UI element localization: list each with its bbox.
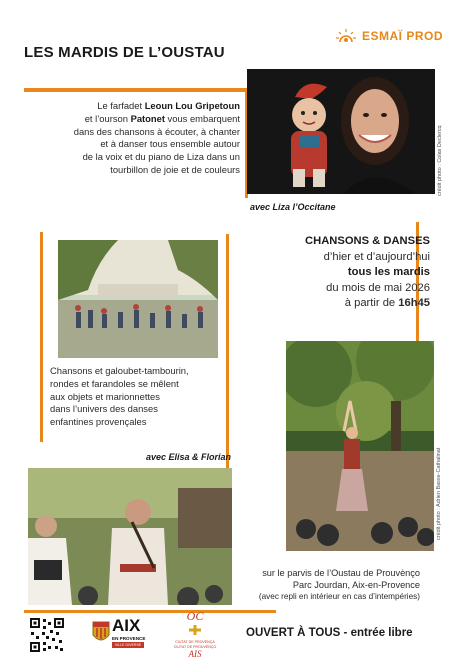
brand-name: ESMAÏ PROD: [362, 29, 444, 43]
venue-info: [232, 567, 420, 603]
dance-text: enfantines provençales: [50, 416, 147, 428]
dance-text: rondes et farandoles se mêlent: [50, 377, 179, 389]
oc-city-logo: [170, 610, 220, 658]
photo-children-round: [58, 240, 218, 358]
event-time: [224, 296, 430, 312]
event-subtitle: d’hier et d’aujourd’hui: [323, 250, 430, 263]
oc-logo-top: OC: [186, 609, 204, 623]
photo-liza-puppet: [247, 69, 435, 194]
intro-paragraph: [70, 100, 240, 177]
intro-text: et à danser tous ensemble autour: [100, 138, 240, 150]
photo-dancer-tree: [286, 341, 434, 551]
caption-liza: avec Liza l’Occitane: [250, 202, 336, 212]
photo-illustration: [286, 341, 434, 551]
aix-logo-sub2: VILLE DIVERSE: [114, 643, 142, 647]
oc-logo-bottom: AIS: [188, 649, 202, 659]
photo-illustration: [247, 69, 435, 194]
venue-note: (avec repli en intérieur en cas d’intempéries): [258, 592, 420, 601]
coat-of-arms-icon: [92, 621, 110, 645]
venue-name: sur le parvis de l’Oustau de Prouvènço: [262, 568, 420, 578]
dance-paragraph: [50, 365, 216, 429]
event-month: du mois de mai 2026: [326, 281, 430, 294]
qr-code[interactable]: [30, 618, 64, 652]
photo-illustration: [58, 240, 218, 358]
oc-logo-line1: CIUTAT DE PROVENÇA: [175, 640, 215, 644]
venue-address: Parc Jourdan, Aix-en-Provence: [292, 580, 420, 590]
photo-illustration: [28, 468, 232, 605]
open-to-all: OUVERT À TOUS - entrée libre: [246, 627, 413, 639]
accent-line: [24, 610, 276, 613]
accent-line: [24, 88, 280, 92]
accent-line: [40, 232, 43, 442]
event-time-label: à partir de: [344, 297, 399, 309]
dance-text: aux objets et marionnettes: [50, 390, 160, 402]
photo-credit: crédit photo : Colas Declercq: [437, 125, 443, 196]
oc-cross-icon: [189, 625, 201, 635]
intro-text: et l’ourson: [84, 112, 131, 124]
aix-en-provence-logo: [92, 617, 146, 653]
character-name: Patonet: [130, 112, 165, 124]
photo-credit: crédit photo : Adrien Basse-Cathalinat: [436, 447, 442, 540]
event-heading: CHANSONS & DANSES: [305, 235, 430, 247]
dance-text: Chansons et galoubet-tambourin,: [50, 365, 189, 376]
caption-elisa: avec Elisa & Florian: [146, 452, 232, 462]
oc-logo-line2: CIUTAT DE PROUVÈNÇO: [173, 644, 217, 649]
aix-logo-sub: EN PROVENCE: [112, 636, 146, 641]
event-time-value: 16h45: [398, 297, 430, 309]
dance-text: dans l’univers des danses: [50, 403, 158, 415]
brand-logo: [336, 28, 443, 44]
event-info: [224, 234, 430, 312]
event-frequency: tous les mardis: [347, 266, 430, 278]
intro-text: tourbillon de joie et de couleurs: [110, 163, 240, 175]
intro-text: Le farfadet: [97, 100, 145, 111]
photo-musicians: [28, 468, 232, 605]
qr-code-icon: [30, 618, 64, 652]
intro-text: dans des chansons à écouter, à chanter: [73, 125, 240, 137]
intro-text: de la voix et du piano de Liza dans un: [82, 151, 240, 163]
page-title: LES MARDIS DE L’OUSTAU: [24, 44, 225, 61]
sun-icon: [336, 28, 356, 44]
aix-logo-band: [112, 642, 144, 648]
aix-logo-text: AIX: [112, 616, 141, 635]
intro-text: vous embarquent: [164, 112, 240, 124]
character-name: Leoun Lou Gripetoun: [144, 100, 240, 111]
